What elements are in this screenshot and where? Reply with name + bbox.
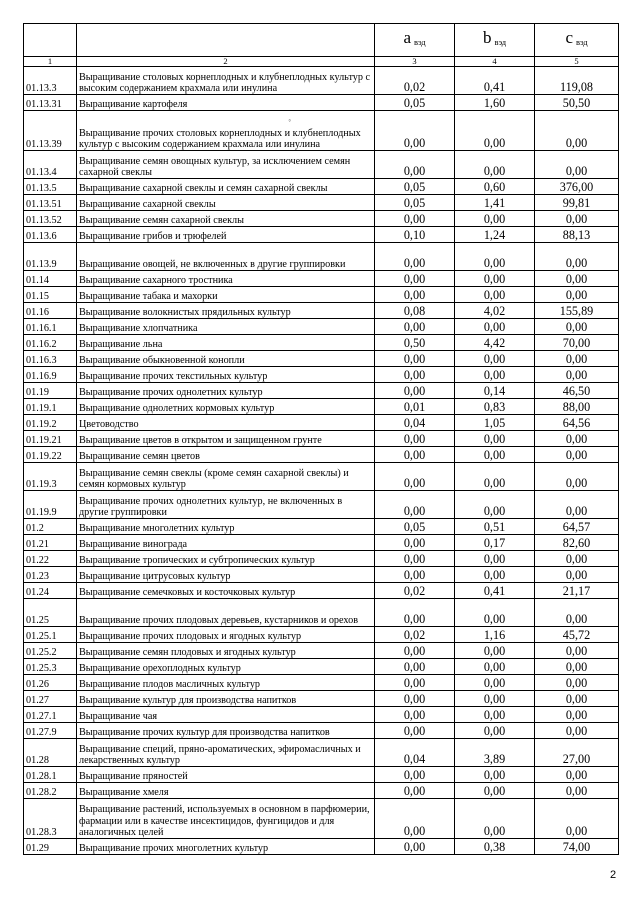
coef-a-cell: 0,00 [375, 319, 455, 335]
activity-name-cell: Выращивание табака и махорки [77, 287, 375, 303]
coef-b-cell: 0,00 [455, 111, 535, 151]
coef-c-cell: 70,00 [535, 335, 619, 351]
coef-a-cell: 0,00 [375, 463, 455, 491]
coef-a-cell: 0,00 [375, 351, 455, 367]
activity-name-cell: Выращивание плодов масличных культур [77, 675, 375, 691]
coef-c-cell: 0,00 [535, 599, 619, 627]
activity-name-cell: Выращивание льна [77, 335, 375, 351]
code-cell: 01.13.52 [24, 211, 77, 227]
code-cell: 01.22 [24, 551, 77, 567]
activity-name-cell: Выращивание специй, пряно-ароматических, эфиромасличных и лекарственных культур [77, 739, 375, 767]
coef-c-cell: 0,00 [535, 567, 619, 583]
code-cell: 01.19.9 [24, 491, 77, 519]
code-cell: 01.16.9 [24, 367, 77, 383]
coef-a-cell: 0,00 [375, 447, 455, 463]
coef-b-cell: 0,60 [455, 179, 535, 195]
activity-name-cell: Выращивание винограда [77, 535, 375, 551]
activity-name-cell: Выращивание семян свеклы (кроме семян сахарной свеклы) и семян кормовых культур [77, 463, 375, 491]
coef-b-cell: 0,00 [455, 691, 535, 707]
table-row [24, 643, 619, 659]
activity-name-cell: Выращивание семян цветов [77, 447, 375, 463]
code-cell: 01.23 [24, 567, 77, 583]
code-cell: 01.19.22 [24, 447, 77, 463]
code-cell: 01.26 [24, 675, 77, 691]
coef-a-cell: 0,00 [375, 271, 455, 287]
coefficients-table [23, 23, 619, 855]
coef-b-cell: 4,02 [455, 303, 535, 319]
table-row [24, 659, 619, 675]
coef-c-cell: 88,00 [535, 399, 619, 415]
coef-b-cell: 0,51 [455, 519, 535, 535]
activity-name-cell: Выращивание орехоплодных культур [77, 659, 375, 675]
header-cell-name [77, 24, 375, 57]
coef-a-cell: 0,05 [375, 195, 455, 211]
coef-a-cell: 0,05 [375, 519, 455, 535]
coef-a-cell: 0,02 [375, 627, 455, 643]
coef-b-cell: 0,14 [455, 383, 535, 399]
table-header-row [24, 24, 619, 57]
coef-a-cell: 0,08 [375, 303, 455, 319]
coef-b-cell: 0,00 [455, 319, 535, 335]
coef-b-cell: 1,16 [455, 627, 535, 643]
code-cell: 01.16 [24, 303, 77, 319]
coef-b-cell: 0,00 [455, 287, 535, 303]
code-cell: 01.25.1 [24, 627, 77, 643]
coef-c-cell: 0,00 [535, 431, 619, 447]
coef-c-cell: 0,00 [535, 463, 619, 491]
coef-b-cell: 3,89 [455, 739, 535, 767]
table-row [24, 211, 619, 227]
coef-b-cell: 0,00 [455, 799, 535, 839]
coef-a-cell: 0,00 [375, 287, 455, 303]
coef-c-cell: 45,72 [535, 627, 619, 643]
table-row [24, 67, 619, 95]
activity-name-cell: Выращивание прочих многолетних культур [77, 839, 375, 855]
code-cell: 01.13.6 [24, 227, 77, 243]
coef-c-cell: 74,00 [535, 839, 619, 855]
coef-c-cell: 155,89 [535, 303, 619, 319]
coef-c-cell: 0,00 [535, 351, 619, 367]
table-row [24, 415, 619, 431]
activity-name-cell: Выращивание сахарной свеклы и семян сахарной свеклы [77, 179, 375, 195]
activity-name-cell: Выращивание растений, используемых в основном в парфюмерии, фармации или в качестве инсектицидов, фунгицидов и для аналогичных целей [77, 799, 375, 839]
header-c-symbol: c [565, 27, 573, 47]
coef-c-cell: 0,00 [535, 111, 619, 151]
table-row [24, 567, 619, 583]
activity-name-cell: Выращивание волокнистых прядильных культур [77, 303, 375, 319]
table-row [24, 675, 619, 691]
table-row [24, 367, 619, 383]
table-row [24, 383, 619, 399]
table-row [24, 335, 619, 351]
coef-c-cell: 27,00 [535, 739, 619, 767]
coef-b-cell: 0,00 [455, 447, 535, 463]
code-cell: 01.2 [24, 519, 77, 535]
code-cell: 01.13.4 [24, 151, 77, 179]
coef-c-cell: 99,81 [535, 195, 619, 211]
code-cell: 01.19.21 [24, 431, 77, 447]
coef-a-cell: 0,50 [375, 335, 455, 351]
table-row [24, 95, 619, 111]
column-number: 1 [24, 57, 77, 67]
coef-a-cell: 0,00 [375, 839, 455, 855]
document-sheet [23, 23, 618, 855]
activity-name-cell: Выращивание овощей, не включенных в другие группировки [77, 243, 375, 271]
table-row [24, 707, 619, 723]
coef-c-cell: 0,00 [535, 367, 619, 383]
activity-name-cell: Выращивание хлопчатника [77, 319, 375, 335]
code-cell: 01.13.31 [24, 95, 77, 111]
coef-c-cell: 0,00 [535, 767, 619, 783]
header-b-subscript: вэд [494, 36, 507, 47]
table-row [24, 303, 619, 319]
coef-a-cell: 0,00 [375, 111, 455, 151]
activity-name-cell: Выращивание столовых корнеплодных и клубнеплодных культур с высоким содержанием крахмала или инулина [77, 67, 375, 95]
table-row [24, 519, 619, 535]
coef-a-cell: 0,02 [375, 583, 455, 599]
coef-a-cell: 0,00 [375, 723, 455, 739]
activity-name-cell: Выращивание сахарной свеклы [77, 195, 375, 211]
activity-name-cell: Выращивание хмеля [77, 783, 375, 799]
coef-b-cell: 0,83 [455, 399, 535, 415]
code-cell: 01.28.1 [24, 767, 77, 783]
coef-c-cell: 0,00 [535, 723, 619, 739]
table-row [24, 583, 619, 599]
coef-b-cell: 1,05 [455, 415, 535, 431]
code-cell: 01.13.5 [24, 179, 77, 195]
code-cell: 01.13.3 [24, 67, 77, 95]
activity-name-cell: Выращивание цветов в открытом и защищенном грунте [77, 431, 375, 447]
table-row [24, 839, 619, 855]
coef-b-cell: 0,00 [455, 211, 535, 227]
code-cell: 01.19.1 [24, 399, 77, 415]
code-cell: 01.19.3 [24, 463, 77, 491]
coef-a-cell: 0,00 [375, 799, 455, 839]
coef-b-cell: 0,00 [455, 367, 535, 383]
coef-b-cell: 1,60 [455, 95, 535, 111]
activity-name-cell: Выращивание однолетних кормовых культур [77, 399, 375, 415]
coef-b-cell: 0,41 [455, 583, 535, 599]
column-number: 5 [535, 57, 619, 67]
coef-b-cell: 4,42 [455, 335, 535, 351]
activity-name-cell: Выращивание картофеля [77, 95, 375, 111]
code-cell: 01.15 [24, 287, 77, 303]
activity-name-cell: Выращивание обыкновенной конопли [77, 351, 375, 367]
code-cell: 01.13.51 [24, 195, 77, 211]
coef-c-cell: 0,00 [535, 799, 619, 839]
coef-b-cell: 0,00 [455, 151, 535, 179]
coef-a-cell: 0,00 [375, 767, 455, 783]
code-cell: 01.19.2 [24, 415, 77, 431]
coef-c-cell: 88,13 [535, 227, 619, 243]
table-row [24, 227, 619, 243]
coef-a-cell: 0,00 [375, 211, 455, 227]
table-row [24, 111, 619, 151]
coef-a-cell: 0,00 [375, 367, 455, 383]
code-cell: 01.16.2 [24, 335, 77, 351]
code-cell: 01.29 [24, 839, 77, 855]
table-row [24, 627, 619, 643]
activity-name-cell: Выращивание прочих однолетних культур, не включенных в другие группировки [77, 491, 375, 519]
coef-b-cell: 0,00 [455, 243, 535, 271]
table-row [24, 271, 619, 287]
code-cell: 01.27.1 [24, 707, 77, 723]
table-row [24, 399, 619, 415]
coef-a-cell: 0,01 [375, 399, 455, 415]
table-row [24, 447, 619, 463]
table-body [24, 24, 619, 855]
activity-name-cell: Выращивание тропических и субтропических культур [77, 551, 375, 567]
coef-a-cell: 0,00 [375, 691, 455, 707]
coef-c-cell: 82,60 [535, 535, 619, 551]
coef-b-cell: 1,24 [455, 227, 535, 243]
activity-name-cell: Выращивание культур для производства напитков [77, 691, 375, 707]
coef-c-cell: 0,00 [535, 691, 619, 707]
activity-name-cell: Выращивание семечковых и косточковых культур [77, 583, 375, 599]
column-number: 4 [455, 57, 535, 67]
activity-name-cell: Выращивание прочих однолетних культур [77, 383, 375, 399]
activity-name-cell: Выращивание прочих плодовых и ягодных культур [77, 627, 375, 643]
coef-b-cell: 1,41 [455, 195, 535, 211]
header-cell-c [535, 24, 619, 57]
coef-c-cell: 0,00 [535, 447, 619, 463]
table-row [24, 491, 619, 519]
coef-b-cell: 0,00 [455, 767, 535, 783]
activity-name-cell: Выращивание цитрусовых культур [77, 567, 375, 583]
coef-b-cell: 0,00 [455, 271, 535, 287]
table-row [24, 243, 619, 271]
header-a-symbol: a [403, 27, 411, 47]
coef-b-cell: 0,00 [455, 351, 535, 367]
activity-name-cell: Выращивание многолетних культур [77, 519, 375, 535]
coef-c-cell: 64,57 [535, 519, 619, 535]
coef-c-cell: 0,00 [535, 151, 619, 179]
column-number-row [24, 57, 619, 67]
code-cell: 01.25.3 [24, 659, 77, 675]
code-cell: 01.21 [24, 535, 77, 551]
coef-b-cell: 0,00 [455, 783, 535, 799]
header-cell-code [24, 24, 77, 57]
coef-a-cell: 0,00 [375, 643, 455, 659]
coef-b-cell: 0,00 [455, 431, 535, 447]
coef-c-cell: 0,00 [535, 287, 619, 303]
coef-c-cell: 0,00 [535, 243, 619, 271]
coef-c-cell: 0,00 [535, 211, 619, 227]
header-cell-b [455, 24, 535, 57]
coef-b-cell: 0,00 [455, 599, 535, 627]
coef-b-cell: 0,17 [455, 535, 535, 551]
code-cell: 01.28.3 [24, 799, 77, 839]
coef-a-cell: 0,02 [375, 67, 455, 95]
table-row [24, 799, 619, 839]
coef-c-cell: 119,08 [535, 67, 619, 95]
code-cell: 01.19 [24, 383, 77, 399]
header-cell-a [375, 24, 455, 57]
coef-a-cell: 0,00 [375, 491, 455, 519]
code-cell: 01.27 [24, 691, 77, 707]
coef-b-cell: 0,00 [455, 659, 535, 675]
table-row [24, 551, 619, 567]
coef-a-cell: 0,00 [375, 783, 455, 799]
table-row [24, 767, 619, 783]
scan-artifact-mark: ·:· [288, 118, 291, 124]
code-cell: 01.24 [24, 583, 77, 599]
table-row [24, 351, 619, 367]
table-row [24, 691, 619, 707]
header-a-subscript: вэд [414, 36, 426, 47]
activity-name-cell: Выращивание сахарного тростника [77, 271, 375, 287]
coef-a-cell: 0,00 [375, 431, 455, 447]
activity-name-cell: Выращивание семян плодовых и ягодных культур [77, 643, 375, 659]
coef-a-cell: 0,00 [375, 243, 455, 271]
coef-c-cell: 46,50 [535, 383, 619, 399]
table-row [24, 723, 619, 739]
activity-name-cell: Выращивание семян овощных культур, за исключением семян сахарной свеклы [77, 151, 375, 179]
table-row [24, 319, 619, 335]
coef-a-cell: 0,00 [375, 567, 455, 583]
table-row [24, 287, 619, 303]
coef-c-cell: 0,00 [535, 491, 619, 519]
table-row [24, 599, 619, 627]
coef-b-cell: 0,00 [455, 463, 535, 491]
code-cell: 01.16.3 [24, 351, 77, 367]
activity-name-cell: Выращивание пряностей [77, 767, 375, 783]
coef-b-cell: 0,00 [455, 551, 535, 567]
code-cell: 01.16.1 [24, 319, 77, 335]
column-number: 3 [375, 57, 455, 67]
coef-c-cell: 0,00 [535, 319, 619, 335]
code-cell: 01.28.2 [24, 783, 77, 799]
code-cell: 01.25 [24, 599, 77, 627]
activity-name-cell: Цветоводство [77, 415, 375, 431]
table-row [24, 431, 619, 447]
code-cell: 01.25.2 [24, 643, 77, 659]
coef-b-cell: 0,00 [455, 675, 535, 691]
code-cell: 01.13.39 [24, 111, 77, 151]
coef-a-cell: 0,00 [375, 535, 455, 551]
coef-a-cell: 0,00 [375, 151, 455, 179]
coef-c-cell: 21,17 [535, 583, 619, 599]
code-cell: 01.13.9 [24, 243, 77, 271]
code-cell: 01.14 [24, 271, 77, 287]
coef-c-cell: 0,00 [535, 675, 619, 691]
coef-a-cell: 0,00 [375, 599, 455, 627]
activity-name-cell: Выращивание грибов и трюфелей [77, 227, 375, 243]
table-row [24, 535, 619, 551]
header-c-subscript: вэд [576, 36, 588, 47]
activity-name-cell: Выращивание прочих столовых корнеплодных и клубнеплодных культур с высоким содержанием крахмала или инулина [77, 111, 375, 151]
table-row [24, 179, 619, 195]
activity-name-cell: Выращивание чая [77, 707, 375, 723]
coef-c-cell: 376,00 [535, 179, 619, 195]
table-row [24, 463, 619, 491]
code-cell: 01.28 [24, 739, 77, 767]
column-number: 2 [77, 57, 375, 67]
coef-b-cell: 0,00 [455, 643, 535, 659]
coef-b-cell: 0,41 [455, 67, 535, 95]
page-number: 2 [610, 869, 617, 881]
activity-name-cell: Выращивание прочих плодовых деревьев, кустарников и орехов [77, 599, 375, 627]
coef-a-cell: 0,00 [375, 383, 455, 399]
coef-a-cell: 0,10 [375, 227, 455, 243]
coef-a-cell: 0,00 [375, 551, 455, 567]
coef-a-cell: 0,05 [375, 179, 455, 195]
coef-c-cell: 0,00 [535, 643, 619, 659]
coef-b-cell: 0,00 [455, 723, 535, 739]
coef-a-cell: 0,04 [375, 415, 455, 431]
coef-b-cell: 0,00 [455, 567, 535, 583]
activity-name-cell: Выращивание семян сахарной свеклы [77, 211, 375, 227]
coef-a-cell: 0,00 [375, 707, 455, 723]
activity-name-cell: Выращивание прочих культур для производства напитков [77, 723, 375, 739]
coef-c-cell: 0,00 [535, 551, 619, 567]
coef-c-cell: 0,00 [535, 659, 619, 675]
coef-c-cell: 0,00 [535, 783, 619, 799]
activity-name-cell: Выращивание прочих текстильных культур [77, 367, 375, 383]
code-cell: 01.27.9 [24, 723, 77, 739]
table-row [24, 195, 619, 211]
table-row [24, 151, 619, 179]
coef-b-cell: 0,00 [455, 491, 535, 519]
coef-a-cell: 0,00 [375, 675, 455, 691]
table-row [24, 739, 619, 767]
coef-c-cell: 0,00 [535, 707, 619, 723]
coef-c-cell: 50,50 [535, 95, 619, 111]
coef-b-cell: 0,00 [455, 707, 535, 723]
coef-b-cell: 0,38 [455, 839, 535, 855]
coef-a-cell: 0,00 [375, 659, 455, 675]
table-row [24, 783, 619, 799]
coef-c-cell: 0,00 [535, 271, 619, 287]
coef-c-cell: 64,56 [535, 415, 619, 431]
coef-a-cell: 0,04 [375, 739, 455, 767]
coef-a-cell: 0,05 [375, 95, 455, 111]
header-b-symbol: b [482, 27, 492, 47]
